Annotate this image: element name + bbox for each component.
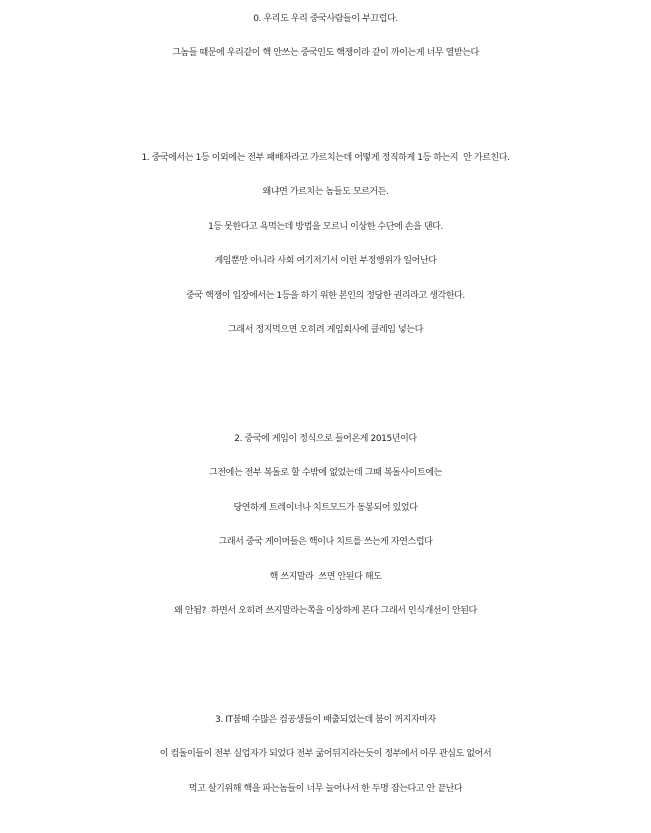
text-line: 그놈들 때문에 우리같이 핵 안쓰는 중국인도 핵쟁이라 같이 까이는게 너무 열받는다: [172, 48, 479, 59]
text-line: 중국 핵쟁이 입장에서는 1등을 하기 위한 본인의 정당한 권리라고 생각한다.: [186, 290, 465, 301]
text-line: 왜 안됨? 하면서 오히려 쓰지말라는쪽을 이상하게 본다 그래서 인식개선이 안된다: [174, 605, 477, 616]
section-heading: 1. 중국에서는 1등 이외에는 전부 패배자라고 가르치는데 어떻게 정직하게 1등 하는지 안 가르친다.: [141, 153, 510, 163]
section-1: [0, 141, 651, 347]
text-line: 이 컴돌이들이 전부 실업자가 되었다 전부 굶어뒤지라는듯이 정부에서 아무 관심도 없어서: [159, 749, 492, 760]
text-line: 왜냐면 가르치는 놈들도 모르거든.: [262, 187, 389, 198]
text-line: 핵 쓰지말라 쓰면 안된다 해도: [269, 571, 382, 582]
text-line: 1등 못한다고 욕먹는데 방법을 모르니 이상한 수단에 손을 댄다.: [208, 221, 443, 232]
text-line: 그전에는 전부 복돌로 할 수밖에 없었는데 그때 복돌사이트에는: [209, 468, 442, 479]
section-2: [0, 422, 651, 628]
section-heading: 3. IT붐때 수많은 컴공생들이 배출되었는데 붐이 꺼지자마자: [215, 715, 436, 725]
text-line: 당연하게 트레이너나 치트모드가 동봉되어 있었다: [233, 502, 418, 513]
section-heading: 2. 중국에 게임이 정식으로 들어온게 2015년이다: [234, 434, 417, 444]
text-line: 게임뿐만 아니라 사회 여기저기서 이런 부정행위가 일어난다: [214, 256, 437, 267]
text-line: 그래서 정지먹으면 오히려 게임회사에 클레임 넣는다: [228, 324, 423, 335]
section-3: [0, 703, 651, 806]
section-heading: 0. 우리도 우리 중국사람들이 부끄럽다.: [253, 14, 398, 24]
text-line: 그래서 중국 게이머들은 핵이나 치트를 쓰는게 자연스럽다: [218, 537, 433, 548]
section-0: [0, 2, 651, 71]
text-line: 먹고 살기위해 핵을 파는놈들이 너무 늘어나서 한 두명 잡는다고 안 끝난다: [188, 783, 463, 794]
